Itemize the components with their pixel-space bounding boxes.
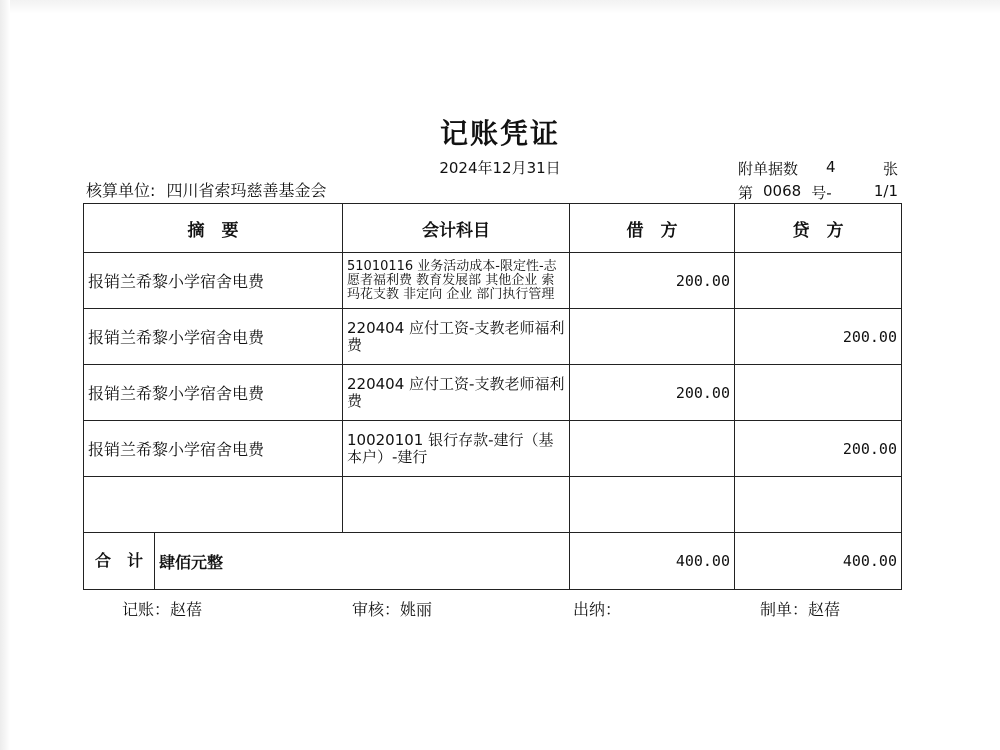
row-summary [84,477,343,533]
row-debit [570,309,735,365]
table-row [84,253,902,309]
row-debit [570,421,735,477]
total-debit: 400.00 [570,533,735,590]
total-row [84,533,902,590]
attach-count: 4 [826,158,836,176]
row-summary: 报销兰希黎小学宿舍电费 [84,421,343,477]
voucher-date: 2024年12月31日 [439,159,561,177]
voucher-number [738,182,898,203]
row-summary: 报销兰希黎小学宿舍电费 [84,309,343,365]
row-account: 10020101 银行存款-建行（基本户）-建行 [343,421,570,477]
row-credit [735,477,902,533]
row-summary: 报销兰希黎小学宿舍电费 [84,253,343,309]
row-credit [735,365,902,421]
table-row [84,309,902,365]
row-account: 220404 应付工资-支教老师福利费 [343,309,570,365]
total-cell [84,533,570,590]
header-credit: 贷 方 [735,204,902,253]
row-summary: 报销兰希黎小学宿舍电费 [84,365,343,421]
row-account [343,477,570,533]
total-credit: 400.00 [735,533,902,590]
bookkeeper-signature: 记账：赵蓓 [122,600,203,619]
attach-label: 附单据数 [738,160,799,178]
header-debit: 借 方 [570,204,735,253]
accounting-unit [86,178,327,201]
cashier-signature: 出纳： [573,600,622,619]
voucher-table [83,203,902,590]
unit-name: 四川省索玛慈善基金会 [166,181,327,200]
header-row [84,204,902,253]
row-debit: 200.00 [570,365,735,421]
reviewer-signature: 审核：姚丽 [352,600,433,619]
total-in-words: 肆佰元整 [159,552,224,572]
header-summary: 摘 要 [84,204,343,253]
number-suffix: 号- [811,184,832,202]
preparer-signature: 制单：赵蓓 [760,600,841,619]
page-indicator: 1/1 [873,182,898,200]
scan-edge [0,0,1000,14]
table-row-empty [84,477,902,533]
attach-unit: 张 [882,160,898,178]
row-account: 51010116 业务活动成本-限定性-志愿者福利费 教育发展部 其他企业 索玛花支教 非定向 企业 部门执行管理 [343,253,570,309]
row-debit: 200.00 [570,253,735,309]
row-account: 220404 应付工资-支教老师福利费 [343,365,570,421]
row-debit [570,477,735,533]
number-prefix: 第 [738,184,754,202]
total-label: 合 计 [84,533,155,589]
number-value: 0068 [763,182,802,200]
attachments [738,158,898,179]
table-row [84,365,902,421]
row-credit [735,253,902,309]
row-credit: 200.00 [735,309,902,365]
header-account: 会计科目 [343,204,570,253]
voucher-title: 记账凭证 [439,117,560,150]
unit-label: 核算单位: [86,181,156,200]
table-row [84,421,902,477]
row-credit: 200.00 [735,421,902,477]
